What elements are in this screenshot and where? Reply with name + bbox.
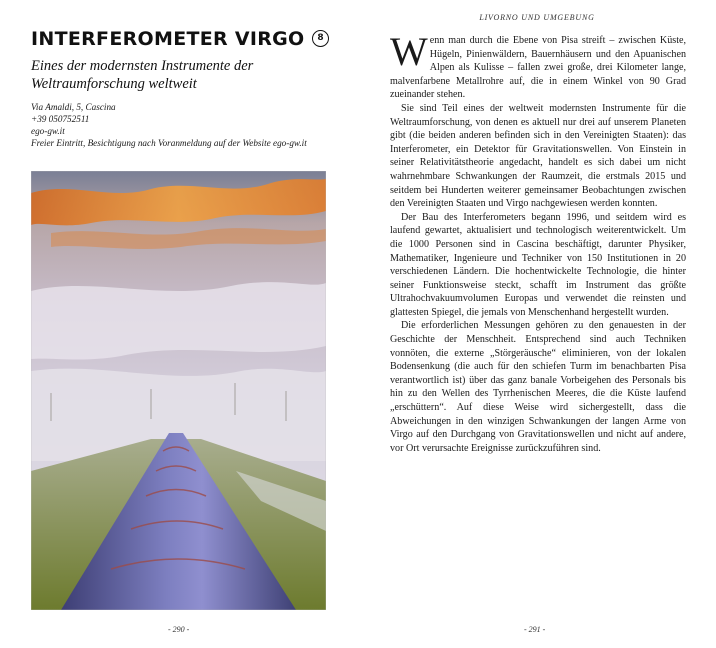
drop-cap: W	[390, 29, 428, 74]
virgo-photo	[31, 171, 326, 610]
paragraph-2: Sie sind Teil eines der weltweit modernsten Instrumente für die Weltraumforschung, von denen es aktuell nur drei auf unserem Planeten gibt (die beiden anderen befinden sich in den Vereinigten Staaten): das Interferometer, ein Detektor für Gravitationswellen. Von Einstein in seiner Relativitätstheorie angedacht, handelt es sich dabei um nicht wahrnehmbare Schwankungen der Raumzeit, die erstmals 2015 und seitdem bei Hunderten weiterer gemeinsamer Beobachtungen zwischen den Vereinigten Staaten und Virgo nachgewiesen werden konnten.	[390, 102, 686, 210]
running-head: LIVORNO UND UMGEBUNG	[479, 13, 595, 22]
paragraph-1	[390, 29, 686, 102]
paragraph-3: Der Bau des Interferometers begann 1996, und seitdem wird es laufend gewartet, aktualisiert und technologisch weiterentwickelt. Um die 1000 Personen sind in Cascina beschäftigt, darunter Physiker, Mathematiker, Ingenieure und Techniker von 150 Institutionen in 20 verschiedenen Ländern. Die hochentwickelte Technologie, die hinter seiner Funktionsweise steckt, schafft im Instrument das größte Ultrahochvakuumvolumen Europas und verwendet die reinsten und glattesten Spiegel, die jemals von Menschenhand hergestellt wurden.	[390, 211, 686, 318]
admission-note: Freier Eintritt, Besichtigung nach Voranmeldung auf der Website ego-gw.it	[31, 138, 307, 148]
page-number-left: - 290 -	[168, 625, 190, 634]
paragraph-4: Die erforderlichen Messungen gehören zu den genauesten in der Geschichte der Menschheit. Entsprechend sind auch Techniken vonnöten, die externe „Störgeräusche“ eliminieren, von der lokalen Bodensenkung (die auch für den schiefen Turm im benachbarten Pisa verantwortlich ist) über das ganz banale Vorbeigehen des Personals bis hin zu den Wellen des Tyrrhenischen Meeres, die die Küste laufend „erschüttern“. Auf diese Weise wird sichergestellt, dass die Abweichungen in den winzigen Schwankungen der langen Arme von Virgo auf den Durchgang von Gravitationswellen und nicht auf andere, vor Ort verursachte Ereignisse zurückzuführen sind.	[390, 320, 686, 454]
phone: +39 050752511	[31, 114, 90, 124]
address: Via Amaldi, 5, Cascina	[31, 102, 116, 112]
paragraph-1-text: enn man durch die Ebene von Pisa streift – zwischen Küste, Hügeln, Pinienwäldern, Bauernhäusern und den Apuanischen Alpen als Kulisse – fallen zwei große, drei Kilometer lange, malvenfarbene Metallrohre auf, die in einem Winkel von 90 Grad zueinander stehen.	[390, 35, 686, 101]
subtitle: Eines der modernsten Instrumente der Weltraumforschung weltweit	[31, 58, 254, 92]
page-number-right: - 291 -	[524, 625, 546, 634]
info-block	[31, 101, 331, 149]
body-text	[390, 29, 686, 455]
entry-number-badge: 8	[312, 30, 329, 47]
right-page	[358, 0, 716, 648]
website: ego-gw.it	[31, 126, 65, 136]
page-title: INTERFEROMETER VIRGO	[31, 28, 305, 50]
